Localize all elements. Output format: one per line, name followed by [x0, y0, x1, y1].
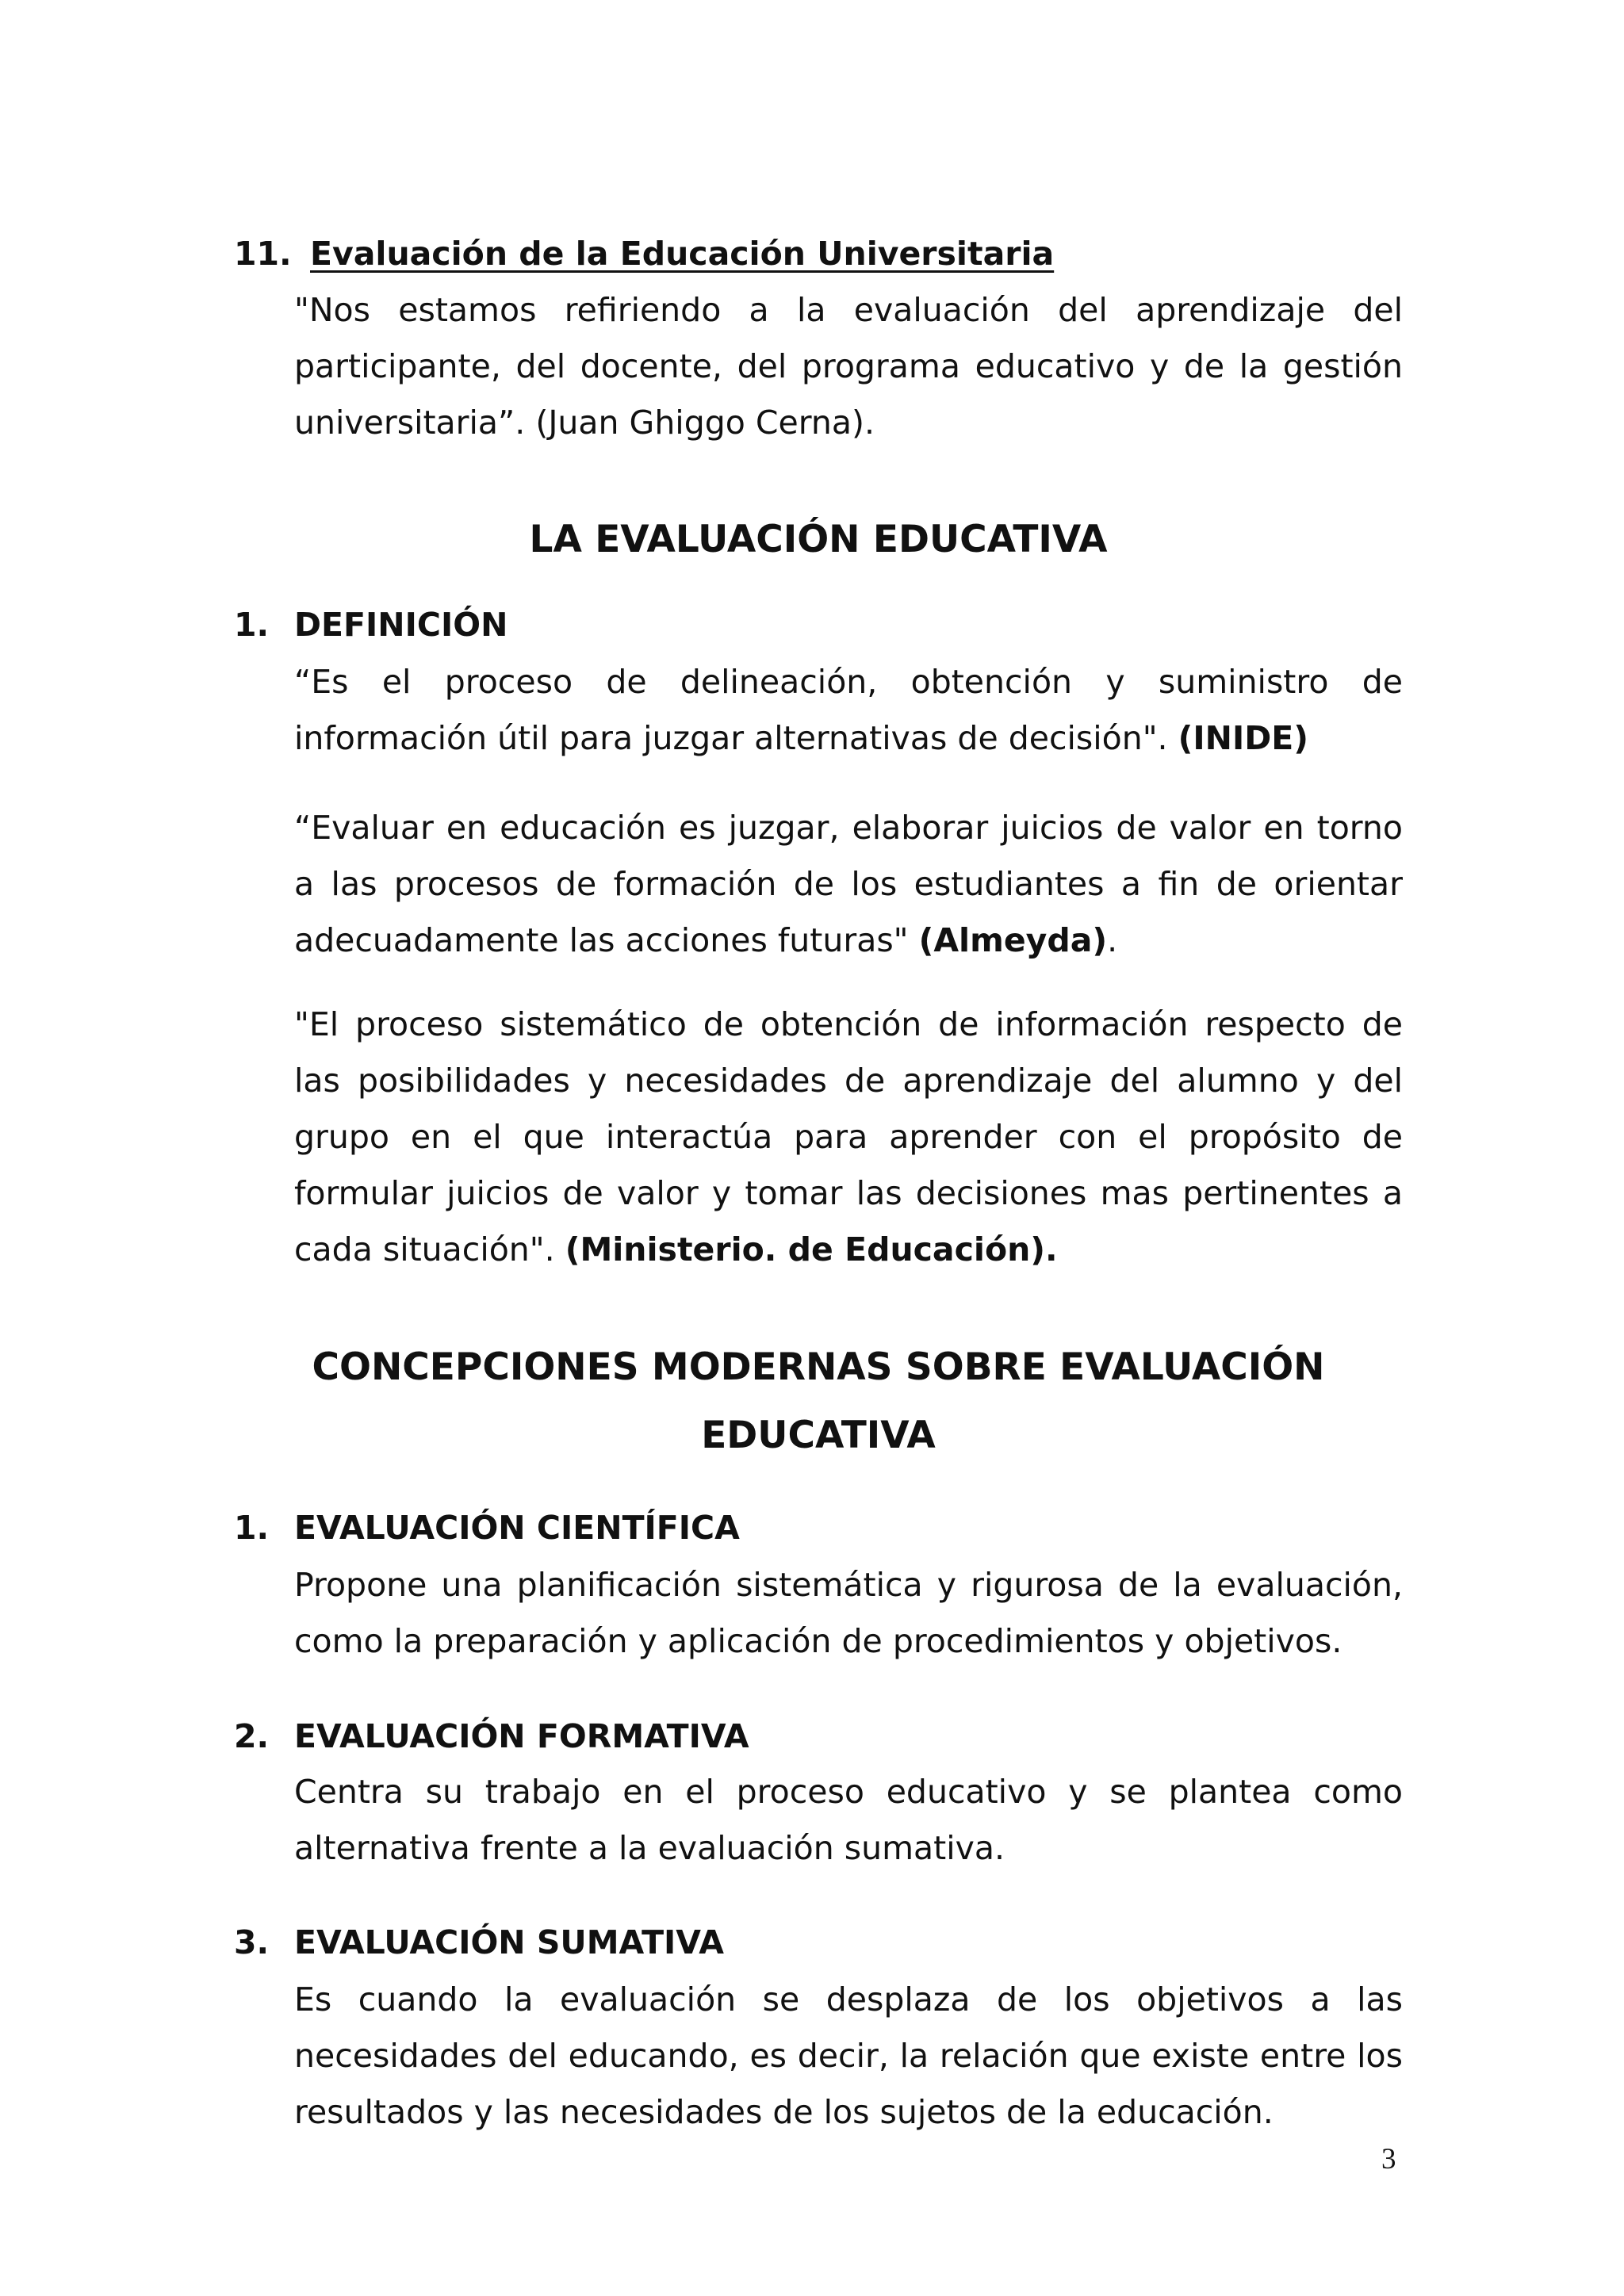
- concepcion-title: EVALUACIÓN SUMATIVA: [294, 1923, 724, 1961]
- concepcion-title: EVALUACIÓN CIENTÍFICA: [294, 1509, 740, 1547]
- heading-line-2: EDUCATIVA: [701, 1414, 936, 1457]
- definicion-quote-inide: [294, 654, 1403, 767]
- heading-concepciones-modernas: [234, 1334, 1403, 1470]
- quote-text: “Evaluar en educación es juzgar, elaborar juicios de valor en torno a las procesos de formación de los estudiantes a fin de orientar adecuadamente las acciones futuras": [294, 809, 1403, 959]
- quote-source: (INIDE): [1178, 719, 1308, 757]
- concepcion-3-text: Es cuando la evaluación se desplaza de los objetivos a las necesidades del educando, es decir, la relación que existe entre los resultados y las necesidades de los sujetos de la educación.: [294, 1980, 1403, 2131]
- section-number: 11.: [234, 235, 292, 273]
- quote-text: "El proceso sistemático de obtención de información respecto de las posibilidades y necesidades de aprendizaje del alumno y del grupo en el que interactúa para aprender con el propósito de formular juicios de valor y tomar las decisiones mas pertinentes a cada situación".: [294, 1005, 1403, 1269]
- concepcion-2-text: Centra su trabajo en el proceso educativo y se plantea como alternativa frente a la evaluación sumativa.: [294, 1773, 1403, 1867]
- section-11-heading: [234, 234, 1054, 274]
- concepcion-title: EVALUACIÓN FORMATIVA: [294, 1717, 749, 1755]
- quote-source: (Ministerio. de Educación).: [565, 1230, 1058, 1269]
- definicion-heading: [234, 605, 508, 645]
- section-11-paragraph: "Nos estamos refiriendo a la evaluación del aprendizaje del participante, del docente, del programa educativo y de la gestión universitaria”. (Juan Ghiggo Cerna).: [294, 291, 1403, 442]
- concepcion-number: 3.: [234, 1923, 270, 1961]
- heading-line-1: CONCEPCIONES MODERNAS SOBRE EVALUACIÓN: [312, 1345, 1325, 1389]
- quote-tail: .: [1107, 921, 1118, 959]
- concepcion-1-heading: [234, 1508, 740, 1548]
- definicion-quote-almeyda: [294, 800, 1403, 969]
- definicion-number: 1.: [234, 606, 270, 644]
- concepcion-3-heading: [234, 1923, 724, 1962]
- concepcion-number: 2.: [234, 1717, 270, 1755]
- concepcion-2-heading: [234, 1716, 749, 1756]
- heading-la-evaluacion-educativa: LA EVALUACIÓN EDUCATIVA: [529, 518, 1108, 561]
- quote-source: (Almeyda): [918, 921, 1108, 959]
- section-title: Evaluación de la Educación Universitaria: [310, 235, 1055, 273]
- concepcion-number: 1.: [234, 1509, 270, 1547]
- quote-text: “Es el proceso de delineación, obtención y suministro de información útil para juzgar alternativas de decisión".: [294, 663, 1403, 757]
- definicion-title: DEFINICIÓN: [294, 606, 508, 644]
- page-number: 3: [1381, 2143, 1396, 2175]
- concepcion-1-text: Propone una planificación sistemática y rigurosa de la evaluación, como la preparación y aplicación de procedimientos y objetivos.: [294, 1566, 1403, 1660]
- definicion-quote-ministerio: [294, 997, 1403, 1278]
